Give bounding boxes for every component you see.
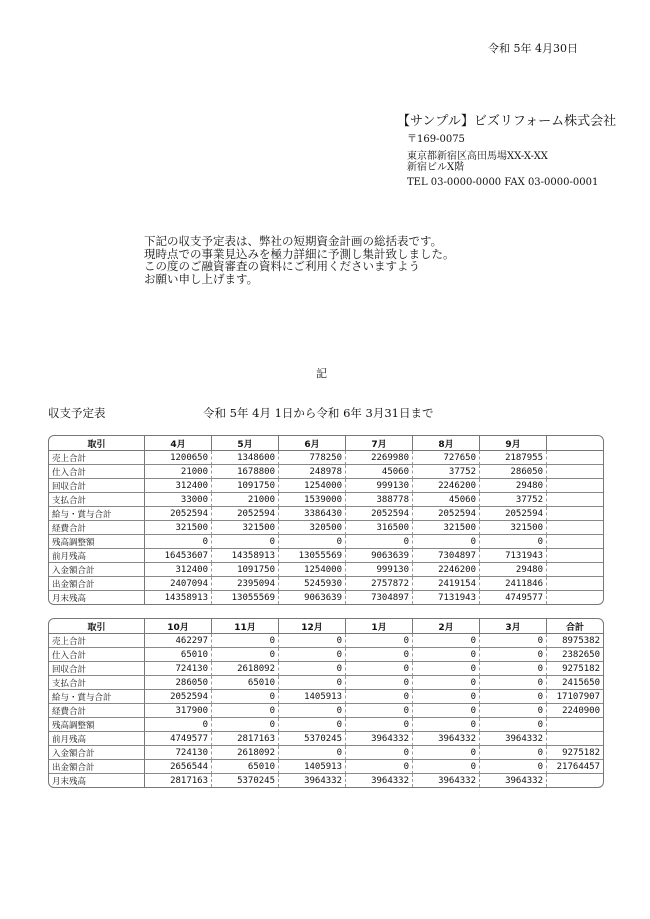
table-cell: 7304897 xyxy=(346,591,413,604)
table-row xyxy=(49,591,603,604)
table-cell: 999130 xyxy=(346,479,413,493)
intro-paragraph xyxy=(144,235,455,285)
column-header-label: 取引 xyxy=(49,619,145,634)
table-cell: 321500 xyxy=(145,521,212,535)
table-cell: 1405913 xyxy=(279,690,346,704)
table-cell: 9275182 xyxy=(547,662,603,676)
table-cell: 5370245 xyxy=(212,774,279,787)
table-row xyxy=(49,535,603,549)
cashflow-table-first-half xyxy=(48,435,604,605)
table-cell: 0 xyxy=(413,648,480,662)
column-header: 5月 xyxy=(212,436,279,451)
table-cell: 21000 xyxy=(212,493,279,507)
table-cell: 0 xyxy=(279,676,346,690)
column-header: 11月 xyxy=(212,619,279,634)
table-cell: 0 xyxy=(346,718,413,732)
table-cell: 2618092 xyxy=(212,662,279,676)
table-cell: 0 xyxy=(279,746,346,760)
table-cell: 0 xyxy=(212,718,279,732)
table-cell: 0 xyxy=(212,535,279,549)
table-cell: 0 xyxy=(413,690,480,704)
table-cell: 1539000 xyxy=(279,493,346,507)
table-cell: 3964332 xyxy=(413,774,480,787)
table-cell: 1405913 xyxy=(279,760,346,774)
table-cell: 2052594 xyxy=(413,507,480,521)
company-name: 【サンプル】ビズリフォーム株式会社 xyxy=(397,114,617,129)
intro-line: この度のご融資審査の資料にご利用くださいますよう xyxy=(144,259,420,273)
table-cell: 0 xyxy=(279,648,346,662)
table-cell: 0 xyxy=(346,690,413,704)
table-row xyxy=(49,648,603,662)
row-label: 月末残高 xyxy=(49,591,145,604)
table-cell xyxy=(547,591,603,604)
table-cell: 0 xyxy=(212,648,279,662)
table-cell: 316500 xyxy=(346,521,413,535)
table-cell: 14358913 xyxy=(212,549,279,563)
address-line-1: 東京都新宿区高田馬場XX-X-XX xyxy=(407,151,548,162)
column-header: 1月 xyxy=(346,619,413,634)
table-cell: 312400 xyxy=(145,563,212,577)
column-header: 10月 xyxy=(145,619,212,634)
row-label: 前月残高 xyxy=(49,549,145,563)
table-cell: 2052594 xyxy=(212,507,279,521)
column-header: 4月 xyxy=(145,436,212,451)
table-cell: 1091750 xyxy=(212,563,279,577)
table-cell: 45060 xyxy=(413,493,480,507)
table-cell: 724130 xyxy=(145,662,212,676)
table-cell: 462297 xyxy=(145,634,212,648)
table-cell: 1678800 xyxy=(212,465,279,479)
table-row xyxy=(49,676,603,690)
row-label: 支払合計 xyxy=(49,676,145,690)
table-cell: 1348600 xyxy=(212,451,279,465)
table-cell: 0 xyxy=(480,704,547,718)
table-cell: 0 xyxy=(480,676,547,690)
table-row xyxy=(49,634,603,648)
table-cell: 1091750 xyxy=(212,479,279,493)
table-cell xyxy=(547,549,603,563)
table-row xyxy=(49,746,603,760)
row-label: 給与・賞与合計 xyxy=(49,507,145,521)
column-header: 6月 xyxy=(279,436,346,451)
table-cell: 2395094 xyxy=(212,577,279,591)
column-header: 合計 xyxy=(547,619,603,634)
table-cell xyxy=(547,451,603,465)
row-label: 回収合計 xyxy=(49,479,145,493)
table-cell: 2240900 xyxy=(547,704,603,718)
table-cell: 2411846 xyxy=(480,577,547,591)
table-cell: 0 xyxy=(145,535,212,549)
table-cell: 45060 xyxy=(346,465,413,479)
table-cell xyxy=(547,465,603,479)
row-label: 経費合計 xyxy=(49,704,145,718)
table-cell: 2187955 xyxy=(480,451,547,465)
table-cell: 724130 xyxy=(145,746,212,760)
period-range: 令和 5年 4月 1日から令和 6年 3月31日まで xyxy=(203,406,434,420)
column-header xyxy=(547,436,603,451)
row-label: 売上合計 xyxy=(49,451,145,465)
table-cell: 0 xyxy=(346,662,413,676)
table-cell xyxy=(547,563,603,577)
row-label: 残高調整額 xyxy=(49,718,145,732)
table-cell xyxy=(547,732,603,746)
table-cell: 29480 xyxy=(480,479,547,493)
table-cell: 0 xyxy=(212,634,279,648)
table-cell: 0 xyxy=(279,662,346,676)
table-cell: 65010 xyxy=(212,676,279,690)
table-cell: 0 xyxy=(279,718,346,732)
column-header: 7月 xyxy=(346,436,413,451)
table-cell: 0 xyxy=(346,648,413,662)
column-header: 3月 xyxy=(480,619,547,634)
table-cell: 2618092 xyxy=(212,746,279,760)
table-cell: 13055569 xyxy=(212,591,279,604)
table-cell: 0 xyxy=(480,690,547,704)
table-cell: 0 xyxy=(480,662,547,676)
table-cell: 248978 xyxy=(279,465,346,479)
table-cell: 13055569 xyxy=(279,549,346,563)
table-row xyxy=(49,662,603,676)
table-row xyxy=(49,549,603,563)
table-cell: 0 xyxy=(212,690,279,704)
table-cell: 0 xyxy=(413,718,480,732)
table-cell: 0 xyxy=(212,704,279,718)
table-cell: 3964332 xyxy=(279,774,346,787)
row-label: 売上合計 xyxy=(49,634,145,648)
table-cell: 3964332 xyxy=(480,732,547,746)
table-cell: 286050 xyxy=(480,465,547,479)
table-cell: 0 xyxy=(480,718,547,732)
table-cell: 0 xyxy=(346,704,413,718)
table-cell: 3964332 xyxy=(346,774,413,787)
document-date: 令和 5年 4月30日 xyxy=(488,42,578,55)
table-row xyxy=(49,521,603,535)
table-cell: 5370245 xyxy=(279,732,346,746)
table-cell: 2817163 xyxy=(212,732,279,746)
row-label: 入金額合計 xyxy=(49,563,145,577)
table-row xyxy=(49,732,603,746)
table-cell: 3386430 xyxy=(279,507,346,521)
table-cell: 0 xyxy=(413,676,480,690)
table-cell: 0 xyxy=(346,634,413,648)
table-cell: 7131943 xyxy=(480,549,547,563)
intro-line: 現時点での事業見込みを極力詳細に予測し集計致しました。 xyxy=(144,246,455,261)
column-header: 12月 xyxy=(279,619,346,634)
table-cell: 0 xyxy=(413,760,480,774)
table-cell: 2407094 xyxy=(145,577,212,591)
table-cell: 0 xyxy=(279,535,346,549)
intro-line: お願い申し上げます。 xyxy=(144,271,259,286)
row-label: 前月残高 xyxy=(49,732,145,746)
table-cell xyxy=(547,577,603,591)
table-cell: 33000 xyxy=(145,493,212,507)
table-cell: 317900 xyxy=(145,704,212,718)
table-cell: 0 xyxy=(480,535,547,549)
table-row xyxy=(49,507,603,521)
table-cell: 2382650 xyxy=(547,648,603,662)
table-cell xyxy=(547,774,603,787)
table-cell: 2052594 xyxy=(346,507,413,521)
row-label: 月末残高 xyxy=(49,774,145,787)
table-cell: 0 xyxy=(346,760,413,774)
column-header: 9月 xyxy=(480,436,547,451)
table-row xyxy=(49,577,603,591)
table-cell: 1254000 xyxy=(279,563,346,577)
table-cell: 0 xyxy=(279,704,346,718)
row-label: 経費合計 xyxy=(49,521,145,535)
table-cell: 16453607 xyxy=(145,549,212,563)
cashflow-table-second-half xyxy=(48,618,604,788)
table-cell: 17107907 xyxy=(547,690,603,704)
table-cell xyxy=(547,535,603,549)
table-cell: 3964332 xyxy=(413,732,480,746)
table-cell: 0 xyxy=(413,535,480,549)
table-cell: 0 xyxy=(480,760,547,774)
table-cell: 5245930 xyxy=(279,577,346,591)
table-cell: 14358913 xyxy=(145,591,212,604)
row-label: 残高調整額 xyxy=(49,535,145,549)
column-header: 2月 xyxy=(413,619,480,634)
table-title: 収支予定表 xyxy=(48,406,106,420)
table-cell: 29480 xyxy=(480,563,547,577)
table-cell: 0 xyxy=(145,718,212,732)
table-cell: 2052594 xyxy=(480,507,547,521)
table-cell: 286050 xyxy=(145,676,212,690)
row-label: 入金額合計 xyxy=(49,746,145,760)
ki-heading: 記 xyxy=(316,367,327,380)
table-cell: 9063639 xyxy=(346,549,413,563)
table-row xyxy=(49,774,603,787)
table-cell: 9063639 xyxy=(279,591,346,604)
table-cell: 0 xyxy=(413,746,480,760)
table-cell xyxy=(547,718,603,732)
table-row xyxy=(49,704,603,718)
row-label: 仕入合計 xyxy=(49,648,145,662)
table-cell: 3964332 xyxy=(346,732,413,746)
table-cell: 2817163 xyxy=(145,774,212,787)
table-row xyxy=(49,718,603,732)
table-cell: 8975382 xyxy=(547,634,603,648)
table-cell: 9275182 xyxy=(547,746,603,760)
table-cell: 7131943 xyxy=(413,591,480,604)
table-cell: 0 xyxy=(480,648,547,662)
table-cell: 0 xyxy=(279,634,346,648)
table-row xyxy=(49,451,603,465)
table-cell: 4749577 xyxy=(145,732,212,746)
table-row xyxy=(49,563,603,577)
table-row xyxy=(49,493,603,507)
table-cell xyxy=(547,493,603,507)
row-label: 給与・賞与合計 xyxy=(49,690,145,704)
table-cell xyxy=(547,507,603,521)
table-cell: 388778 xyxy=(346,493,413,507)
row-label: 仕入合計 xyxy=(49,465,145,479)
table-cell: 312400 xyxy=(145,479,212,493)
table-cell: 65010 xyxy=(145,648,212,662)
table-cell: 2052594 xyxy=(145,690,212,704)
table-cell xyxy=(547,521,603,535)
address-line-2: 新宿ビルX階 xyxy=(407,162,465,173)
table-cell: 727650 xyxy=(413,451,480,465)
table-cell: 0 xyxy=(413,662,480,676)
table-cell: 321500 xyxy=(212,521,279,535)
table-row xyxy=(49,690,603,704)
table-cell: 21000 xyxy=(145,465,212,479)
table-cell: 4749577 xyxy=(480,591,547,604)
table-cell: 0 xyxy=(480,746,547,760)
table-cell: 2656544 xyxy=(145,760,212,774)
table-cell: 2419154 xyxy=(413,577,480,591)
table-cell: 1254000 xyxy=(279,479,346,493)
table-cell: 0 xyxy=(346,676,413,690)
table-row xyxy=(49,760,603,774)
row-label: 回収合計 xyxy=(49,662,145,676)
tel-fax: TEL 03-0000-0000 FAX 03-0000-0001 xyxy=(407,177,599,188)
table-cell: 2415650 xyxy=(547,676,603,690)
table-cell: 0 xyxy=(413,704,480,718)
table-cell: 2757872 xyxy=(346,577,413,591)
postal-code: 〒169-0075 xyxy=(407,134,465,145)
table-cell: 37752 xyxy=(480,493,547,507)
row-label: 出金額合計 xyxy=(49,760,145,774)
table-cell: 320500 xyxy=(279,521,346,535)
table-cell: 778250 xyxy=(279,451,346,465)
table-cell: 21764457 xyxy=(547,760,603,774)
table-cell xyxy=(547,479,603,493)
table-cell: 0 xyxy=(413,634,480,648)
table-cell: 999130 xyxy=(346,563,413,577)
table-cell: 2246200 xyxy=(413,479,480,493)
table-cell: 65010 xyxy=(212,760,279,774)
table-cell: 2246200 xyxy=(413,563,480,577)
column-header-label: 取引 xyxy=(49,436,145,451)
table-cell: 321500 xyxy=(480,521,547,535)
column-header: 8月 xyxy=(413,436,480,451)
table-cell: 7304897 xyxy=(413,549,480,563)
table-cell: 37752 xyxy=(413,465,480,479)
table-cell: 321500 xyxy=(413,521,480,535)
table-row xyxy=(49,479,603,493)
row-label: 出金額合計 xyxy=(49,577,145,591)
table-cell: 0 xyxy=(346,535,413,549)
table-cell: 2269980 xyxy=(346,451,413,465)
table-cell: 0 xyxy=(480,634,547,648)
table-cell: 0 xyxy=(346,746,413,760)
table-header-row xyxy=(49,619,603,634)
table-cell: 3964332 xyxy=(480,774,547,787)
table-row xyxy=(49,465,603,479)
intro-line: 下記の収支予定表は、弊社の短期資金計画の総括表です。 xyxy=(144,234,443,248)
table-cell: 1200650 xyxy=(145,451,212,465)
table-header-row xyxy=(49,436,603,451)
row-label: 支払合計 xyxy=(49,493,145,507)
table-cell: 2052594 xyxy=(145,507,212,521)
